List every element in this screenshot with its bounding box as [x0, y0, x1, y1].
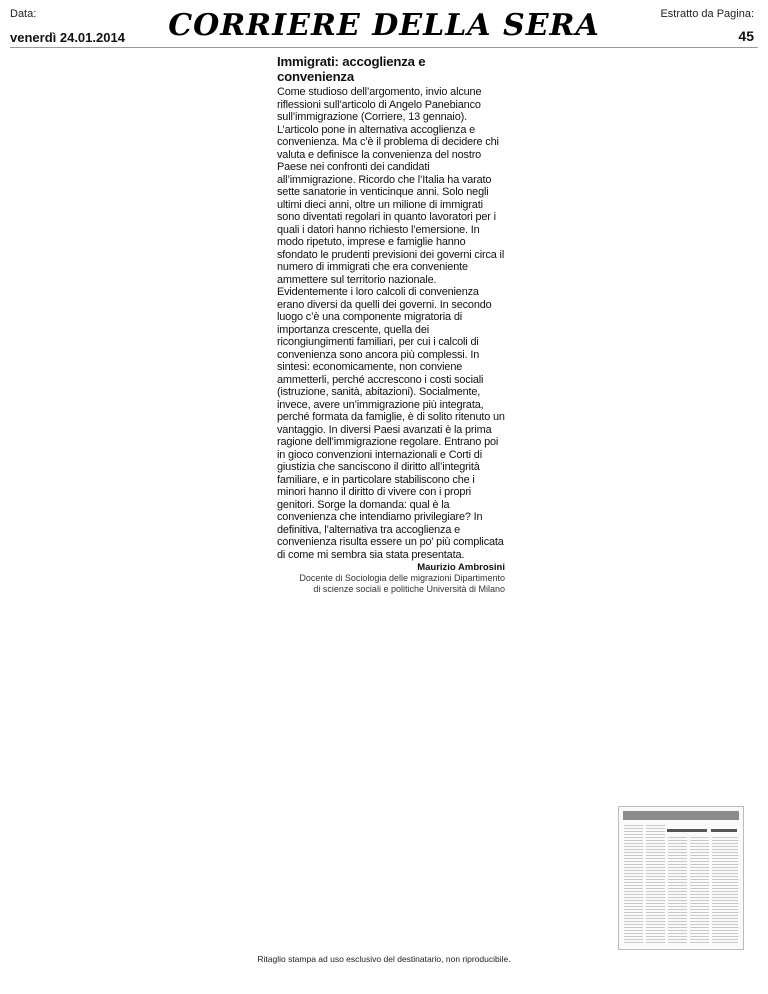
reproduction-notice: Ritaglio stampa ad uso esclusivo del destinatario, non riproducibile.: [257, 954, 511, 964]
article-headline: Immigrati: accoglienza e convenienza: [277, 54, 426, 84]
page-extract-block: [660, 8, 754, 44]
thumbnail-headline-2: [711, 829, 737, 832]
thumbnail-column: [712, 837, 738, 943]
thumbnail-column: [690, 837, 709, 943]
newspaper-masthead: CORRIERE DELLA SERA: [168, 8, 600, 43]
author-role-line-2: di scienze sociali e politiche Università di Milano: [313, 584, 505, 594]
author-name: Maurizio Ambrosini: [417, 562, 505, 573]
thumbnail-masthead: [623, 811, 739, 820]
page-label: Estratto da Pagina:: [660, 8, 754, 20]
article-body: Come studioso dell’argomento, invio alcune riflessioni sull’articolo di Angelo Panebianco sull’immigrazione (Corriere, 13 gennaio). L’articolo pone in alternativa accoglienza e convenienza. Ma c’è il problema di decidere chi valuta e definisce la convenienza del nostro Paese nei confronti dei candidati all’immigrazione. Ricordo che l’Italia ha varato sette sanatorie in venticinque anni. Solo negli ultimi dieci anni, oltre un milione di immigrati sono diventati regolari in quanto lavoratori per i quali i datori hanno richiesto l’emersione. In modo ripetuto, imprese e famiglie hanno sfondato le prudenti previsioni dei governi circa il numero di immigrati che era conveniente ammettere sul territorio nazionale. Evidentemente i loro calcoli di convenienza erano diversi da quelli dei governi. In secondo luogo c’è una componente migratoria di importanza crescente, quella dei ricongiungimenti familiari, per cui i calcoli di convenienza sono ancora più complessi. In sintesi: economicamente, non conviene ammetterli, perché accrescono i costi sociali (istruzione, sanità, abitazioni). Socialmente, invece, avere un’immigrazione più integrata, perché formata da famiglie, è di solito ritenuto un vantaggio. In diversi Paesi avanzati è la prima ragione dell’immigrazione regolare. Entrano poi in gioco convenzioni internazionali e Corti di giustizia che sanciscono il diritto all’integrità familiare, e in particolare stabiliscono che i minori hanno il diritto di vivere con i propri genitori. Sorge la domanda: qual è la convenienza che intendiamo privilegiare? In definitiva, l’alternativa tra accoglienza e convenienza risulta essere un po’ più complicata di come mi sembra sia stata presentata.: [277, 86, 505, 561]
date-label: Data:: [10, 8, 37, 20]
page-number: 45: [738, 28, 754, 44]
author-role-line-1: Docente di Sociologia delle migrazioni Dipartimento: [299, 573, 505, 583]
page-thumbnail: [618, 806, 744, 950]
publication-date: venerdì 24.01.2014: [10, 30, 125, 45]
thumbnail-column: [624, 825, 643, 943]
thumbnail-column: [646, 825, 665, 943]
thumbnail-column: [668, 837, 687, 943]
thumbnail-headline: [667, 829, 707, 832]
header-divider: [10, 47, 758, 48]
letter-article: [277, 54, 505, 595]
